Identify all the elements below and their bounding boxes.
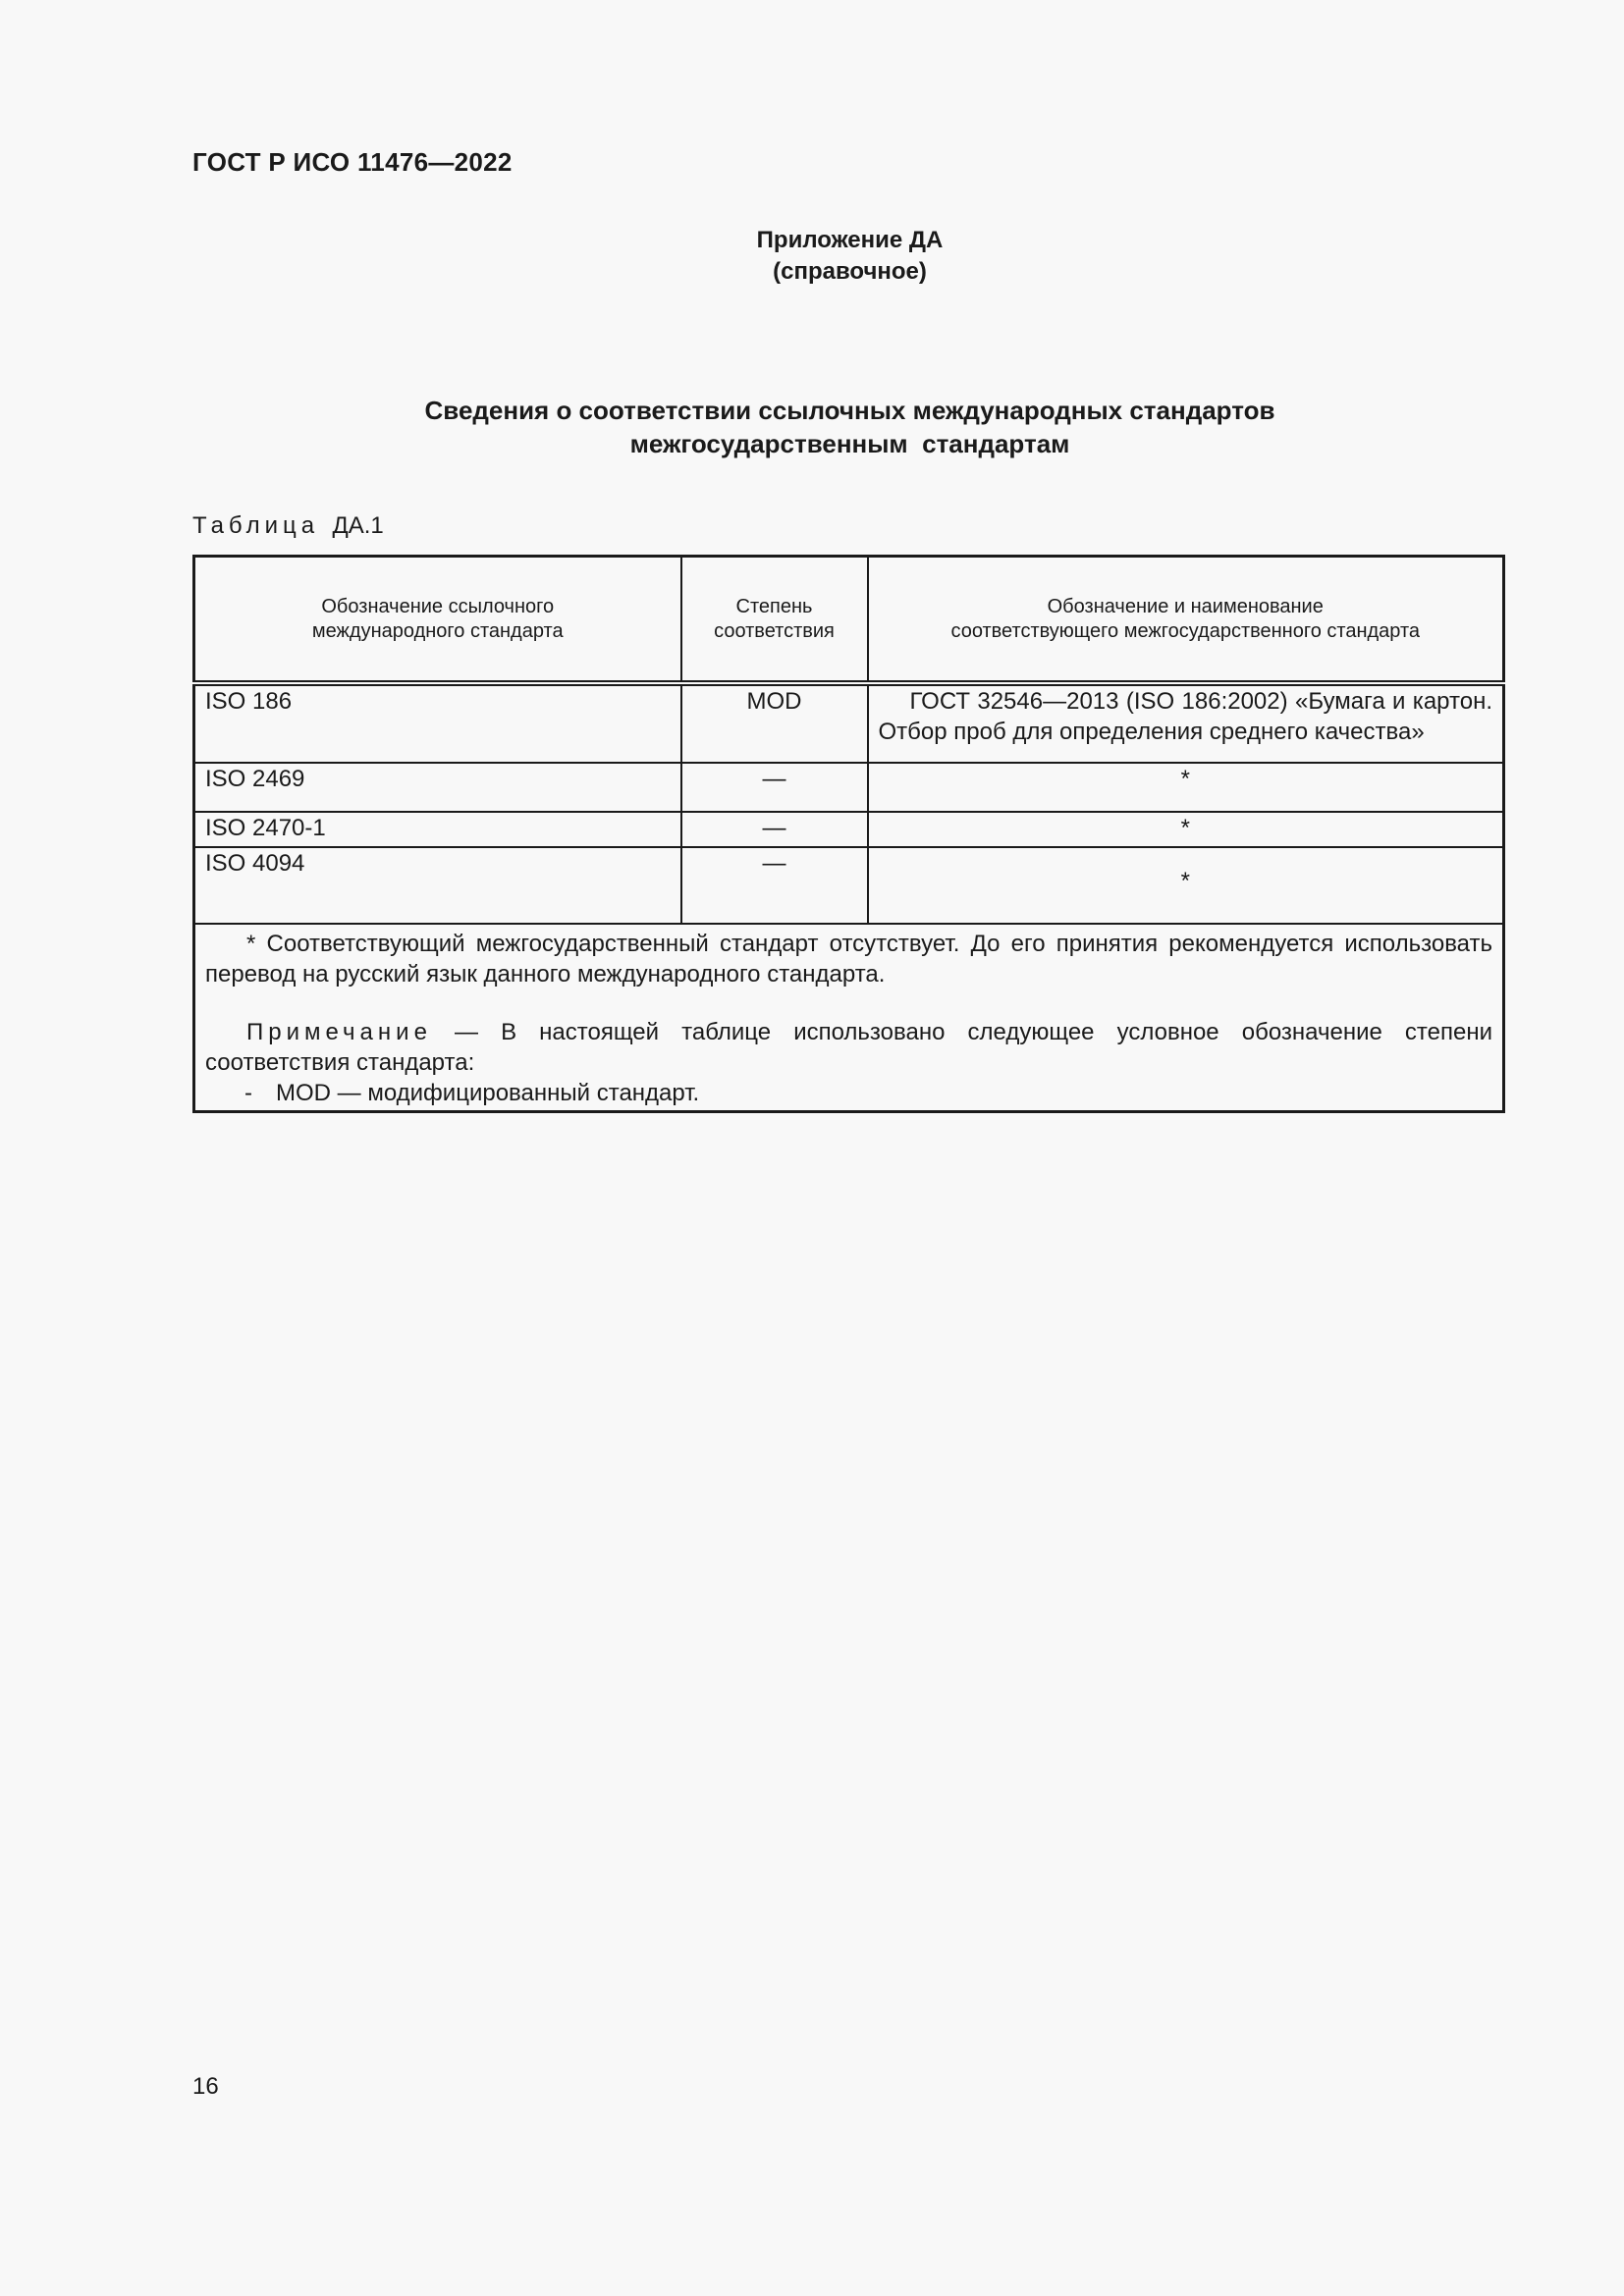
cell-standard-code: ISO 186 bbox=[194, 683, 681, 763]
section-title-line-1: Сведения о соответствии ссылочных международных стандартов bbox=[424, 396, 1275, 425]
header-degree bbox=[681, 557, 868, 684]
cell-interstate-standard: * bbox=[868, 847, 1504, 924]
document-code: ГОСТ Р ИСО 11476—2022 bbox=[192, 147, 513, 177]
note-list-item bbox=[205, 1078, 1492, 1108]
table-notes-row bbox=[194, 924, 1504, 1112]
table-caption bbox=[192, 512, 384, 540]
header-col2-line2: соответствия bbox=[714, 619, 835, 642]
table-header-row bbox=[194, 557, 1504, 684]
note-label: Примечание bbox=[246, 1019, 432, 1045]
cell-interstate-standard: * bbox=[868, 812, 1504, 847]
cell-standard-code: ISO 4094 bbox=[194, 847, 681, 924]
note-item-dash: - bbox=[244, 1080, 252, 1106]
appendix-heading bbox=[0, 225, 1624, 288]
appendix-title: Приложение ДА bbox=[756, 227, 944, 253]
header-col1-line2: международного стандарта bbox=[311, 619, 564, 642]
cell-degree: — bbox=[681, 763, 868, 812]
cell-standard-code: ISO 2469 bbox=[194, 763, 681, 812]
table-note bbox=[205, 1017, 1492, 1078]
table-footnote: * Соответствующий межгосударственный стандарт отсутствует. До его принятия рекомендуется использовать перевод на русский язык данного международного стандарта. bbox=[205, 931, 1492, 988]
table-notes-cell bbox=[194, 924, 1504, 1112]
cell-degree: — bbox=[681, 812, 868, 847]
standards-correspondence-table bbox=[192, 555, 1505, 1113]
table-row bbox=[194, 847, 1504, 924]
cell-interstate-standard: * bbox=[868, 763, 1504, 812]
header-col3-line1: Обозначение и наименование bbox=[1047, 595, 1324, 617]
table-caption-word: Таблица bbox=[192, 512, 320, 539]
section-title bbox=[0, 394, 1624, 460]
cell-standard-code: ISO 2470-1 bbox=[194, 812, 681, 847]
cell-interstate-standard: ГОСТ 32546—2013 (ISO 186:2002) «Бумага и картон. Отбор проб для определения среднего качества» bbox=[868, 683, 1504, 763]
cell-degree: — bbox=[681, 847, 868, 924]
header-reference-standard bbox=[194, 557, 681, 684]
note-item-text: MOD — модифицированный стандарт. bbox=[276, 1080, 700, 1106]
section-title-line-2: межгосударственным стандартам bbox=[629, 429, 1070, 458]
table-row bbox=[194, 812, 1504, 847]
header-col1-line1: Обозначение ссылочного bbox=[321, 595, 555, 617]
header-interstate-standard bbox=[868, 557, 1504, 684]
table-caption-id: ДА.1 bbox=[332, 512, 384, 539]
appendix-subtitle: (справочное) bbox=[773, 258, 927, 285]
note-text: — В настоящей таблице использовано следующее условное обозначение степени соответствия стандарта: bbox=[205, 1019, 1492, 1076]
cell-degree: MOD bbox=[681, 683, 868, 763]
header-col2-line1: Степень bbox=[735, 595, 813, 617]
header-col3-line2: соответствующего межгосударственного стандарта bbox=[950, 619, 1421, 642]
table-row bbox=[194, 763, 1504, 812]
table-row bbox=[194, 683, 1504, 763]
page-number: 16 bbox=[192, 2073, 219, 2100]
